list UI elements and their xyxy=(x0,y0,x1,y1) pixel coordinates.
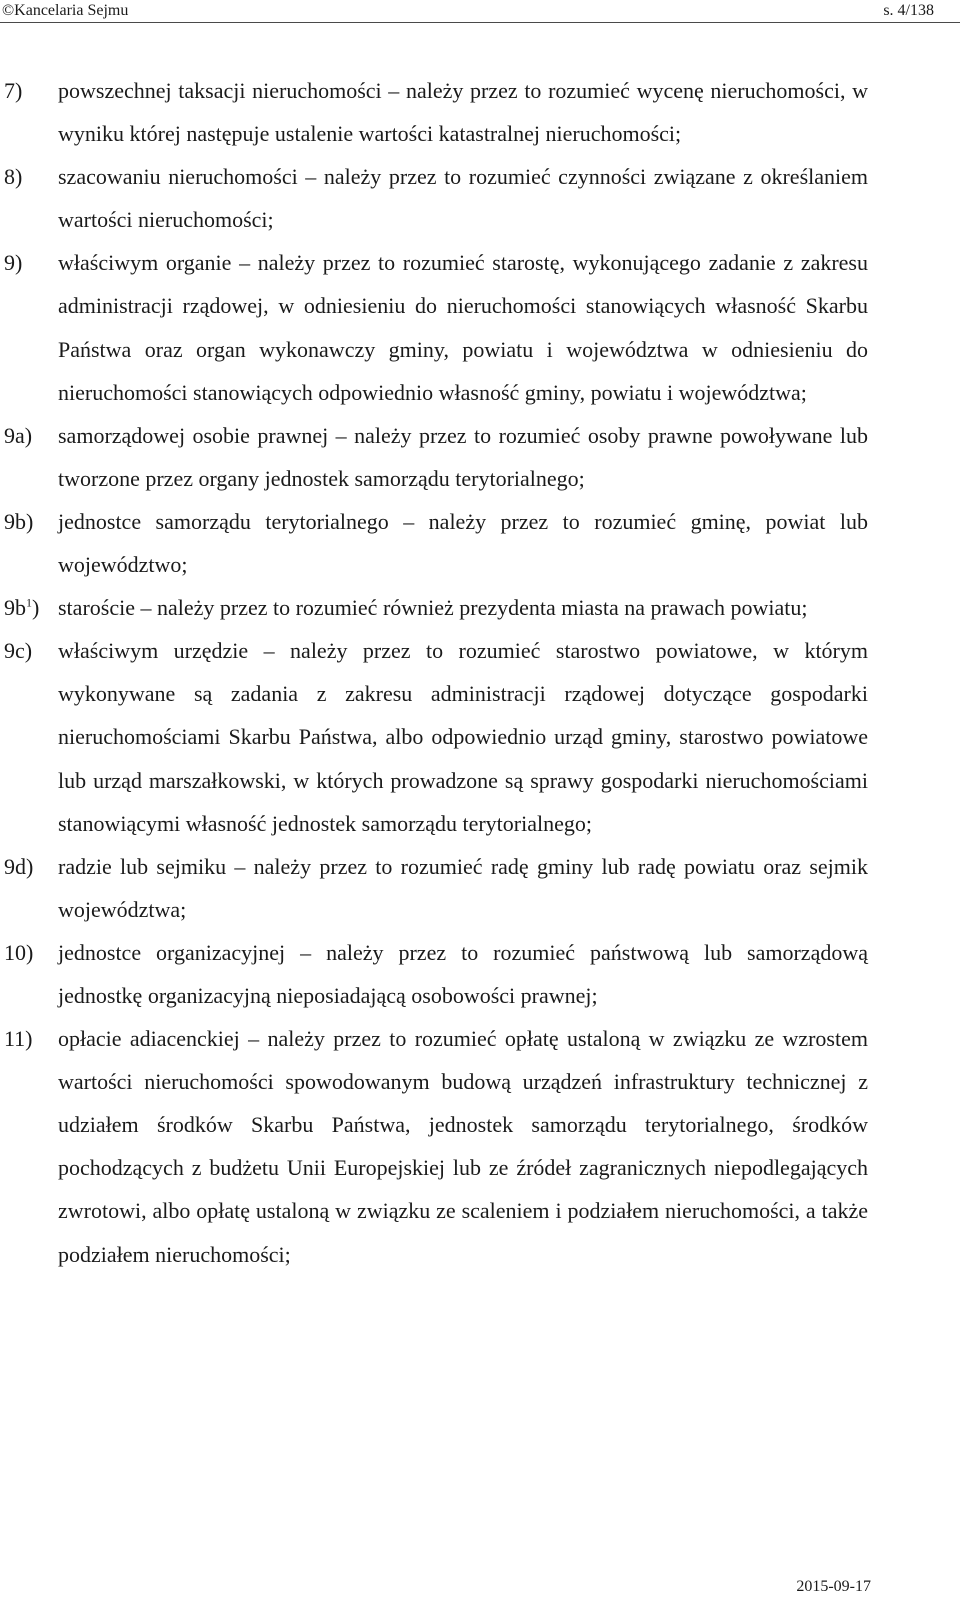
definition-item xyxy=(0,845,960,931)
item-text: powszechnej taksacji nieruchomości – należy przez to rozumieć wycenę nieruchomości, w wyniku której następuje ustalenie wartości katastralnej nieruchomości; xyxy=(58,78,868,147)
definition-item xyxy=(0,931,960,1017)
definition-item xyxy=(0,414,960,500)
item-text: jednostce samorządu terytorialnego – należy przez to rozumieć gminę, powiat lub województwo; xyxy=(58,508,868,578)
definition-item xyxy=(0,1017,960,1276)
page-number: s. 4/138 xyxy=(883,2,934,19)
item-number: 9c) xyxy=(4,638,33,664)
item-number: 7) xyxy=(4,78,23,103)
item-number: 9a) xyxy=(4,422,33,448)
item-number: 11) xyxy=(4,1026,33,1052)
item-text: właściwym organie – należy przez to rozumieć starostę, wykonującego zadanie z zakresu administracji rządowej, w odniesieniu do nieruchomości stanowiących własność Skarbu Państwa oraz organ wykonawczy gminy, powiatu i województwa w odniesieniu do nieruchomości stanowiących odpowiednio własność gminy, powiatu i województwa; xyxy=(58,250,868,405)
definition-item xyxy=(0,241,960,413)
definition-item xyxy=(0,500,960,586)
item-text: właściwym urzędzie – należy przez to rozumieć starostwo powiatowe, w którym wykonywane są zadania z zakresu administracji rządowej dotyczące gospodarki nieruchomościami Skarbu Państwa, albo odpowiednio urząd gminy, starostwo powiatowe lub urząd marszałkowski, w których prowadzone są sprawy gospodarki nieruchomościami stanowiącymi własność jednostek samorządu terytorialnego; xyxy=(58,638,868,836)
item-text: szacowaniu nieruchomości – należy przez to rozumieć czynności związane z określaniem wartości nieruchomości; xyxy=(58,164,868,233)
item-text: jednostce organizacyjnej – należy przez to rozumieć państwową lub samorządową jednostkę organizacyjną nieposiadającą osobowości prawnej; xyxy=(58,939,868,1008)
copyright-label: ©Kancelaria Sejmu xyxy=(2,2,129,19)
item-text: samorządowej osobie prawnej – należy przez to rozumieć osoby prawne powoływane lub tworzone przez organy jednostek samorządu terytorialnego; xyxy=(58,422,868,491)
document-date: 2015-09-17 xyxy=(796,1578,871,1595)
item-number: 9d) xyxy=(4,853,34,879)
item-text: opłacie adiacenckiej – należy przez to rozumieć opłatę ustaloną w związku ze wzrostem wartości nieruchomości spowodowanym budową urządzeń infrastruktury technicznej z udziałem środków Skarbu Państwa, jednostek samorządu terytorialnego, środków pochodzących z budżetu Unii Europejskiej lub ze źródeł zagranicznych niepodlegających zwrotowi, albo opłatę ustaloną w związku ze scaleniem i podziałem nieruchomości, a także podziałem nieruchomości; xyxy=(58,1026,868,1267)
definition-item xyxy=(0,69,960,155)
definition-item xyxy=(0,629,960,844)
page-header xyxy=(0,0,960,22)
item-text: radzie lub sejmiku – należy przez to rozumieć radę gminy lub radę powiatu oraz sejmik województwa; xyxy=(58,853,868,922)
definitions-list xyxy=(0,69,960,1276)
definition-item xyxy=(0,586,960,629)
item-number: 9b) xyxy=(4,508,34,534)
item-number xyxy=(4,586,39,629)
item-number-superscript: 1 xyxy=(26,595,32,610)
item-number: 10) xyxy=(4,939,34,965)
item-number: 9) xyxy=(4,250,23,276)
item-text: staroście – należy przez to rozumieć również prezydenta miasta na prawach powiatu; xyxy=(58,595,808,621)
definition-item xyxy=(0,155,960,241)
header-divider xyxy=(0,22,960,23)
item-number: 8) xyxy=(4,164,23,190)
item-number-base: 9b xyxy=(4,595,26,621)
item-number-suffix: ) xyxy=(32,595,40,621)
